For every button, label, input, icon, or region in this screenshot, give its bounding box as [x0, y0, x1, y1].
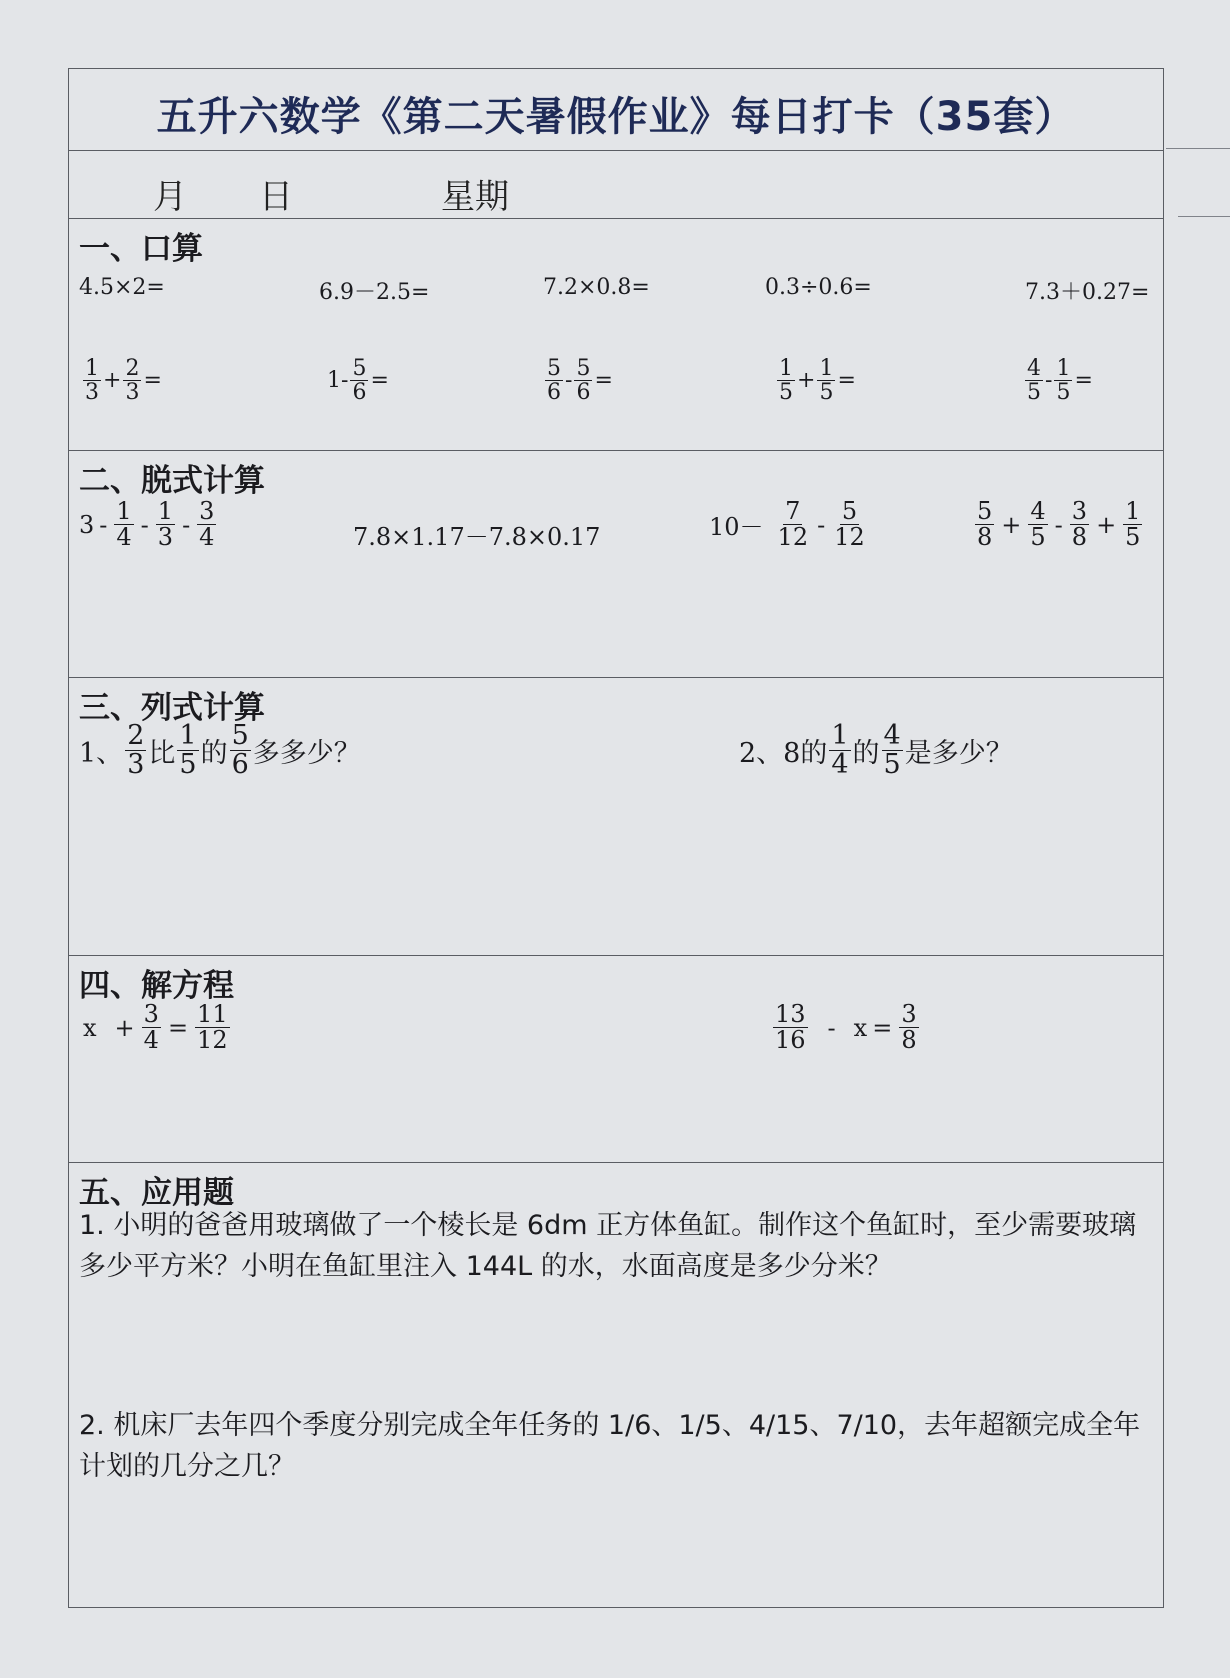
- section-heading: 三、列式计算: [79, 690, 265, 726]
- oral-fraction-item: 1 3 + $\frac{2}{3}$ =: [85, 356, 162, 406]
- edge-line: [1166, 148, 1230, 149]
- section-word-problems: [69, 1163, 1163, 1609]
- month-label: 月: [153, 177, 187, 217]
- date-row: [69, 151, 1163, 219]
- equation-item: x + $\frac{3}{4}$ = $\frac{11}{12}$: [83, 1000, 228, 1055]
- oral-item: 7.2×0.8=: [543, 275, 650, 300]
- oral-item: 0.3÷0.6=: [765, 275, 872, 300]
- day-label: 日: [259, 177, 293, 217]
- page-title: 五升六数学《第二天暑假作业》每日打卡（35套）: [156, 94, 1076, 140]
- section-heading: 四、解方程: [79, 968, 234, 1004]
- step-calc-item: 3 - 1 4 - 1 3 - 3 4: [79, 497, 215, 552]
- worksheet: [68, 68, 1164, 1608]
- section-step-calc: [69, 451, 1163, 678]
- step-calc-item: 10－ 7 12 - 5 12: [709, 497, 865, 552]
- section-heading: 五、应用题: [79, 1175, 234, 1211]
- word-calc-item: 2、8的 1 4 的 4 5 是多少？: [739, 720, 1013, 781]
- oral-fraction-item: 1 5 + $\frac{1}{5}$ =: [779, 356, 856, 406]
- section-heading: 二、脱式计算: [79, 463, 265, 499]
- equation-item: 13 16 - x = $\frac{3}{8}$: [775, 1000, 917, 1055]
- oral-item: 4.5×2=: [79, 275, 165, 300]
- title-row: [69, 69, 1163, 151]
- section-oral-calc: [69, 219, 1163, 451]
- oral-fraction-item: 5 6 - $\frac{5}{6}$ =: [547, 356, 613, 406]
- word-problem-1: 1. 小明的爸爸用玻璃做了一个棱长是 6dm 正方体鱼缸。制作这个鱼缸时，至少需要玻璃多少平方米？小明在鱼缸里注入 144L 的水，水面高度是多少分米？: [79, 1210, 1137, 1282]
- section-equations: [69, 956, 1163, 1163]
- word-calc-item: 1、 2 3 比 1 5 的 5 6 多多少？: [79, 720, 361, 781]
- step-calc-item: 5 8 + $\frac{4}{5}$ - 3 8 + $\frac{1}{5}$: [977, 497, 1141, 552]
- edge-line: [1178, 216, 1230, 217]
- word-problem-2: 2. 机床厂去年四个季度分别完成全年任务的 1/6、1/5、4/15、7/10，去年超额完成全年计划的几分之几？: [79, 1410, 1141, 1482]
- oral-item: 7.3＋0.27=: [1025, 280, 1150, 305]
- oral-fraction-item: 4 5 - $\frac{1}{5}$ =: [1027, 356, 1093, 406]
- section-heading: 一、口算: [79, 231, 203, 267]
- step-calc-item: 7.8×1.17－7.8×0.17: [353, 523, 601, 551]
- weekday-label: 星期: [441, 177, 509, 217]
- section-word-calc: [69, 678, 1163, 956]
- oral-fraction-item: 1 - $\frac{5}{6}$ =: [327, 356, 389, 406]
- oral-item: 6.9－2.5=: [319, 280, 430, 305]
